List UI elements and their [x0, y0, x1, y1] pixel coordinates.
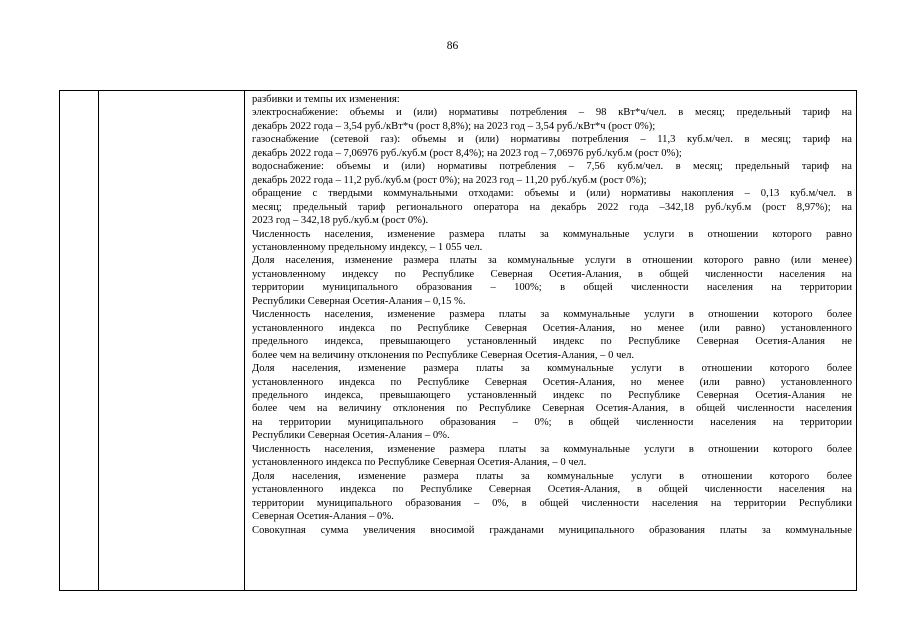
text-line: установленному предельному индексу, – 1 055 чел. — [252, 241, 483, 253]
text-line: декабрь 2022 года – 11,2 руб./куб.м (рост 0%); на 2023 год – 11,20 руб./куб.м (рост 0%); — [252, 174, 647, 186]
text-line: водоснабжение: объемы и (или) нормативы потребления – 7,56 куб.м/чел. в месяц; предельный тариф на — [252, 161, 852, 173]
page-number: 86 — [446, 40, 459, 52]
text-line: месяц; предельный тариф регионального оператора на декабрь 2022 года –342,18 руб./куб.м (рост 8,97%); на — [252, 201, 852, 213]
text-line: установленного индекса по Республике Северная Осетия-Алания, но менее (или равно) установленного — [252, 322, 852, 334]
text-line: предельного индекса, превышающего установленный индекс по Республике Северная Осетия-Алания не — [252, 336, 852, 348]
text-line: Доля населения, изменение размера платы за коммунальные услуги в отношении которого более — [252, 363, 852, 375]
text-line: Совокупная сумма увеличения вносимой гражданами муниципального образования платы за коммунальные — [252, 524, 852, 536]
text-line: Численность населения, изменение размера платы за коммунальные услуги в отношении которого более — [252, 309, 852, 321]
text-line: более чем на величину отклонения по Республике Северная Осетия-Алания, в общей численности населения — [252, 403, 852, 415]
text-line: разбивки и темпы их изменения: — [252, 94, 400, 105]
text-line: Доля населения, изменение размера платы за коммунальные услуги в отношении которого равно (или менее) — [252, 255, 852, 267]
text-line: установленного индекса по Республике Северная Осетия-Алания, – 0 чел. — [252, 457, 587, 469]
text-line: Численность населения, изменение размера платы за коммунальные услуги в отношении которого более — [252, 443, 852, 455]
text-line: декабрь 2022 года – 7,06976 руб./куб.м (рост 8,4%); на 2023 год – 7,06976 руб./куб.м (рост 0%); — [252, 147, 682, 159]
text-line: Численность населения, изменение размера платы за коммунальные услуги в отношении которого равно — [252, 228, 852, 240]
text-line: предельного индекса, превышающего установленный индекс по Республике Северная Осетия-Алания не — [252, 389, 852, 401]
text-line: декабрь 2022 года – 3,54 руб./кВт*ч (рост 8,8%); на 2023 год – 3,54 руб./кВт*ч (рост 0%); — [252, 120, 656, 132]
text-line: Республики Северная Осетия-Алания – 0,15 %. — [252, 295, 466, 307]
text-line: обращение с твердыми коммунальными отходами: объемы и (или) нормативы накопления – 0,13 куб.м/чел. в — [252, 188, 852, 200]
text-line: Северная Осетия-Алания – 0%. — [252, 511, 394, 523]
table-column-number — [60, 91, 99, 590]
text-line: территории муниципального образования – 0%, в общей численности населения на территории Республики — [252, 497, 852, 509]
table-column-title — [99, 91, 245, 590]
text-line: 2023 год – 342,18 руб./куб.м (рост 0%). — [252, 215, 429, 227]
text-line: территории муниципального образования – 100%; в общей численности населения на территории — [252, 282, 852, 294]
text-line: на территории муниципального образования – 0%; в общей численности населения на территории — [252, 416, 852, 428]
text-line: Республики Северная Осетия-Алания – 0%. — [252, 430, 450, 442]
text-line: более чем на величину отклонения по Республике Северная Осетия-Алания, – 0 чел. — [252, 349, 635, 361]
document-table — [59, 90, 857, 591]
table-column-text — [245, 91, 856, 590]
text-line: установленного индекса по Республике Северная Осетия-Алания, но менее (или равно) установленного — [252, 376, 852, 388]
text-line: установленного индекса по Республике Северная Осетия-Алания, в общей численности населения на — [252, 484, 852, 496]
text-line: газоснабжение (сетевой газ): объемы и (или) нормативы потребления – 11,3 куб.м/чел. в месяц; тариф на — [252, 134, 852, 146]
text-line: электроснабжение: объемы и (или) нормативы потребления – 98 кВт*ч/чел. в месяц; предельный тариф на — [252, 107, 852, 119]
text-line: установленному индексу по Республике Северная Осетия-Алания, в общей численности населения на — [252, 268, 852, 280]
text-line: Доля населения, изменение размера платы за коммунальные услуги в отношении которого более — [252, 470, 852, 482]
